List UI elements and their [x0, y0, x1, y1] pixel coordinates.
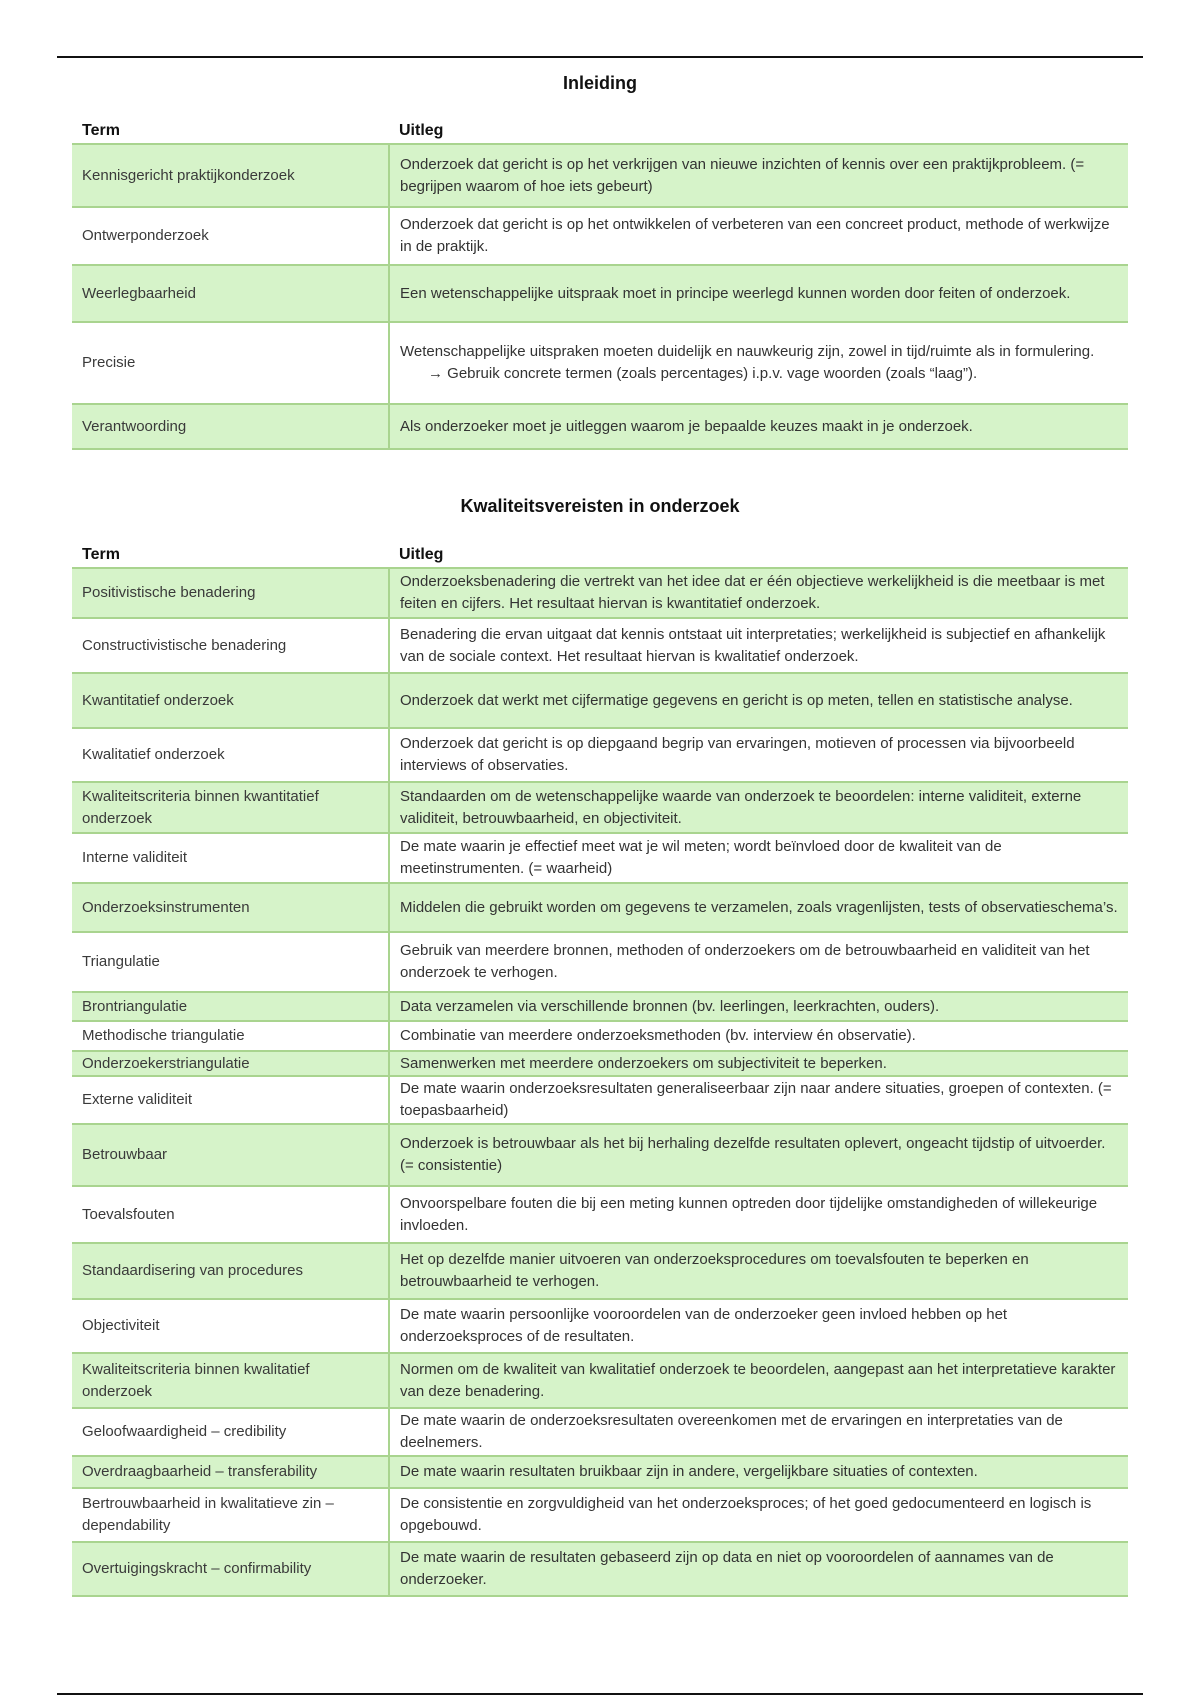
- table-row: [72, 404, 1128, 449]
- term-cell: Interne validiteit: [72, 833, 389, 883]
- explanation-cell: Gebruik van meerdere bronnen, methoden of onderzoekers om de betrouwbaarheid en validiteit van het onderzoek te verhogen.: [389, 932, 1128, 992]
- table-row: [72, 207, 1128, 265]
- explanation-cell: Onderzoek dat gericht is op het verkrijgen van nieuwe inzichten of kennis over een praktijkprobleem. (= begrijpen waarom of hoe iets gebeurt): [389, 144, 1128, 207]
- explanation-cell: De mate waarin de resultaten gebaseerd zijn op data en niet op vooroordelen of aannames van de onderzoeker.: [389, 1542, 1128, 1596]
- explanation-cell: De consistentie en zorgvuldigheid van het onderzoeksproces; of het goed gedocumenteerd en logisch is opgebouwd.: [389, 1488, 1128, 1542]
- explanation-cell: Standaarden om de wetenschappelijke waarde van onderzoek te beoordelen: interne validiteit, externe validiteit, betrouwbaarheid, en objectiviteit.: [389, 782, 1128, 833]
- term-cell: Onderzoeksinstrumenten: [72, 883, 389, 932]
- column-header-explanation: Uitleg: [389, 544, 1128, 568]
- term-cell: Weerlegbaarheid: [72, 265, 389, 322]
- term-cell: Methodische triangulatie: [72, 1021, 389, 1051]
- explanation-cell: Onderzoeksbenadering die vertrekt van het idee dat er één objectieve werkelijkheid is die meetbaar is met feiten en cijfers. Het resultaat hiervan is kwantitatief onderzoek.: [389, 568, 1128, 618]
- table-row: [72, 1076, 1128, 1124]
- explanation-cell: De mate waarin resultaten bruikbaar zijn in andere, vergelijkbare situaties of contexten.: [389, 1456, 1128, 1488]
- explanation-cell: Als onderzoeker moet je uitleggen waarom je bepaalde keuzes maakt in je onderzoek.: [389, 404, 1128, 449]
- explanation-cell: Een wetenschappelijke uitspraak moet in principe weerlegd kunnen worden door feiten of onderzoek.: [389, 265, 1128, 322]
- term-cell: Bertrouwbaarheid in kwalitatieve zin – dependability: [72, 1488, 389, 1542]
- term-cell: Standaardisering van procedures: [72, 1243, 389, 1299]
- table-row: [72, 568, 1128, 618]
- explanation-cell: Normen om de kwaliteit van kwalitatief onderzoek te beoordelen, aangepast aan het interpretatieve karakter van deze benadering.: [389, 1353, 1128, 1408]
- explanation-cell: De mate waarin onderzoeksresultaten generaliseerbaar zijn naar andere situaties, groepen of contexten. (= toepasbaarheid): [389, 1076, 1128, 1124]
- term-cell: Overtuigingskracht – confirmability: [72, 1542, 389, 1596]
- section-title-kwaliteitsvereisten: Kwaliteitsvereisten in onderzoek: [460, 496, 740, 516]
- explanation-cell: Onderzoek dat werkt met cijfermatige gegevens en gericht is op meten, tellen en statistische analyse.: [389, 673, 1128, 728]
- explanation-cell: De mate waarin persoonlijke vooroordelen van de onderzoeker geen invloed hebben op het onderzoeksproces of de resultaten.: [389, 1299, 1128, 1353]
- explanation-cell: Het op dezelfde manier uitvoeren van onderzoeksprocedures om toevalsfouten te beperken en betrouwbaarheid te verhogen.: [389, 1243, 1128, 1299]
- table-row: [72, 932, 1128, 992]
- explanation-cell: [389, 322, 1128, 404]
- table-row: [72, 1542, 1128, 1596]
- term-cell: Kwantitatief onderzoek: [72, 673, 389, 728]
- explanation-cell: Onderzoek dat gericht is op diepgaand begrip van ervaringen, motieven of processen via bijvoorbeeld interviews of observaties.: [389, 728, 1128, 782]
- table-header-row: [72, 120, 1128, 144]
- glossary-table-inleiding: [72, 120, 1128, 450]
- table-row: [72, 1353, 1128, 1408]
- term-cell: Onderzoekerstriangulatie: [72, 1051, 389, 1076]
- table-row: [72, 1408, 1128, 1456]
- term-cell: Externe validiteit: [72, 1076, 389, 1124]
- table-row: [72, 1243, 1128, 1299]
- table-row: [72, 673, 1128, 728]
- term-cell: Kwaliteitscriteria binnen kwantitatief onderzoek: [72, 782, 389, 833]
- table-row: [72, 833, 1128, 883]
- term-cell: Kwaliteitscriteria binnen kwalitatief onderzoek: [72, 1353, 389, 1408]
- bottom-rule: [57, 1693, 1143, 1695]
- term-cell: Precisie: [72, 322, 389, 404]
- table-row: [72, 1124, 1128, 1186]
- table-row: [72, 322, 1128, 404]
- table-row: [72, 782, 1128, 833]
- explanation-cell: Onvoorspelbare fouten die bij een meting kunnen optreden door tijdelijke omstandigheden of willekeurige invloeden.: [389, 1186, 1128, 1243]
- term-cell: Kennisgericht praktijkonderzoek: [72, 144, 389, 207]
- explanation-cell: Onderzoek is betrouwbaar als het bij herhaling dezelfde resultaten oplevert, ongeacht tijdstip of uitvoerder. (= consistentie): [389, 1124, 1128, 1186]
- top-rule: [57, 56, 1143, 58]
- explanation-cell: Combinatie van meerdere onderzoeksmethoden (bv. interview én observatie).: [389, 1021, 1128, 1051]
- term-cell: Triangulatie: [72, 932, 389, 992]
- explanation-cell: Onderzoek dat gericht is op het ontwikkelen of verbeteren van een concreet product, methode of werkwijze in de praktijk.: [389, 207, 1128, 265]
- explanation-cell: Data verzamelen via verschillende bronnen (bv. leerlingen, leerkrachten, ouders).: [389, 992, 1128, 1021]
- table-row: [72, 144, 1128, 207]
- table-row: [72, 1456, 1128, 1488]
- explanation-cell: Benadering die ervan uitgaat dat kennis ontstaat uit interpretaties; werkelijkheid is subjectief en afhankelijk van de sociale context. Het resultaat hiervan is kwalitatief onderzoek.: [389, 618, 1128, 673]
- explanation-note: → Gebruik concrete termen (zoals percentages) i.p.v. vage woorden (zoals “laag”).: [428, 365, 978, 382]
- table-header-row: [72, 544, 1128, 568]
- table-row: [72, 1186, 1128, 1243]
- table-row: [72, 618, 1128, 673]
- explanation-text: Wetenschappelijke uitspraken moeten duidelijk en nauwkeurig zijn, zowel in tijd/ruimte als in formulering.: [400, 343, 1095, 360]
- column-header-term: Term: [72, 544, 389, 568]
- term-cell: Betrouwbaar: [72, 1124, 389, 1186]
- table-row: [72, 1021, 1128, 1051]
- table-row: [72, 1488, 1128, 1542]
- table-row: [72, 728, 1128, 782]
- glossary-table-kwaliteitsvereisten: [72, 544, 1128, 1597]
- table-row: [72, 883, 1128, 932]
- term-cell: Verantwoording: [72, 404, 389, 449]
- term-cell: Ontwerponderzoek: [72, 207, 389, 265]
- term-cell: Geloofwaardigheid – credibility: [72, 1408, 389, 1456]
- column-header-explanation: Uitleg: [389, 120, 1128, 144]
- explanation-cell: De mate waarin je effectief meet wat je wil meten; wordt beïnvloed door de kwaliteit van de meetinstrumenten. (= waarheid): [389, 833, 1128, 883]
- term-cell: Kwalitatief onderzoek: [72, 728, 389, 782]
- term-cell: Positivistische benadering: [72, 568, 389, 618]
- term-cell: Constructivistische benadering: [72, 618, 389, 673]
- term-cell: Objectiviteit: [72, 1299, 389, 1353]
- table-row: [72, 1299, 1128, 1353]
- term-cell: Toevalsfouten: [72, 1186, 389, 1243]
- section-title-inleiding: Inleiding: [563, 73, 637, 93]
- table-row: [72, 265, 1128, 322]
- table-row: [72, 1051, 1128, 1076]
- table-row: [72, 992, 1128, 1021]
- term-cell: Brontriangulatie: [72, 992, 389, 1021]
- explanation-cell: Middelen die gebruikt worden om gegevens te verzamelen, zoals vragenlijsten, tests of observatieschema’s.: [389, 883, 1128, 932]
- explanation-cell: Samenwerken met meerdere onderzoekers om subjectiviteit te beperken.: [389, 1051, 1128, 1076]
- column-header-term: Term: [72, 120, 389, 144]
- term-cell: Overdraagbaarheid – transferability: [72, 1456, 389, 1488]
- explanation-cell: De mate waarin de onderzoeksresultaten overeenkomen met de ervaringen en interpretaties van de deelnemers.: [389, 1408, 1128, 1456]
